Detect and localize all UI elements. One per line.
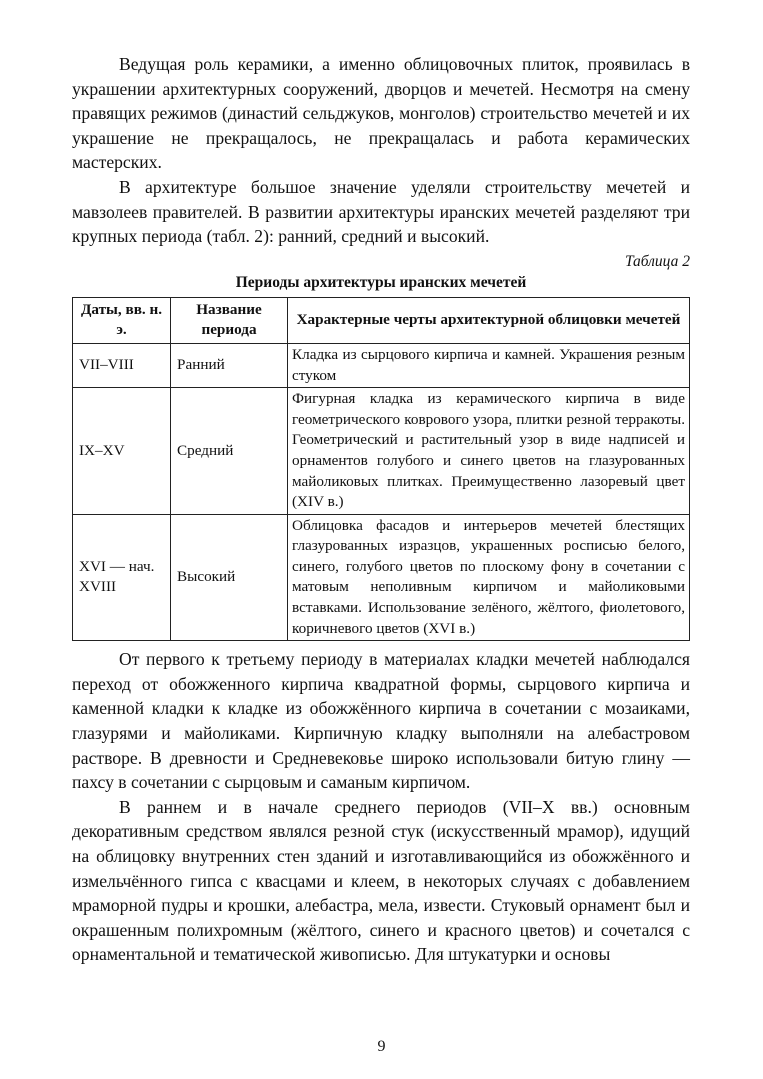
cell-features: Облицовка фасадов и интерьеров мечетей блестящих глазурованных изразцов, украшенных росписью белого, синего, голубого цветов по плоскому фону в сочетании с матовым неполивным кирпичом и майоликовыми вставками. Использование зелёного, жёлтого, фиолетового, коричневого цветов (XVI в.)	[288, 514, 690, 641]
page-content	[72, 52, 690, 967]
table-header-row	[73, 297, 690, 343]
periods-table	[72, 297, 690, 642]
table-title: Периоды архитектуры иранских мечетей	[235, 273, 527, 291]
header-features: Характерные черты архитектурной облицовки мечетей	[288, 297, 690, 343]
paragraph: В архитектуре большое значение уделяли строительству мечетей и мавзолеев правителей. В развитии архитектуры иранских мечетей разделяют три крупных периода (табл. 2): ранний, средний и высокий.	[72, 176, 690, 247]
table-row	[73, 388, 690, 515]
page-number: 9	[377, 1038, 386, 1055]
table-label: Таблица 2	[624, 252, 690, 270]
cell-features: Фигурная кладка из керамического кирпича в виде геометрического коврового узора, плитки резной терракоты. Геометрический и растительный узор в виде надписей и орнаментов голубого и синего цветов на глазурованных майоликовых плитках. Преимущественно лазоревый цвет (XIV в.)	[288, 388, 690, 515]
paragraph: Ведущая роль керамики, а именно облицовочных плиток, проявилась в украшении архитектурных сооружений, дворцов и мечетей. Несмотря на смену правящих режимов (династий сельджуков, монголов) строительство мечетей и их украшение не прекращалось, не прекращалась и работа керамических мастерских.	[72, 54, 690, 173]
cell-features: Кладка из сырцового кирпича и камней. Украшения резным стуком	[288, 343, 690, 387]
paragraph: В раннем и в начале среднего периодов (VII–X вв.) основным декоративным средством являлся резной стук (искусственный мрамор), идущий на облицовку внутренних стен зданий и изготавливающийся из обожжённого и измельчённого гипса с квасцами и клеем, в некоторых случаях с добавлением мраморной пудры и крошки, алебастра, мела, извести. Стуковый орнамент был и окрашенным полихромным (жёлтого, синего и красного цветов) и сочетался с орнаментальной и тематической живописью. Для штукатурки и основы	[72, 796, 690, 965]
table-row	[73, 514, 690, 641]
cell-period-name: Высокий	[171, 514, 288, 641]
cell-period-name: Ранний	[171, 343, 288, 387]
cell-dates: XVI — нач. XVIII	[73, 514, 171, 641]
cell-period-name: Средний	[171, 388, 288, 515]
cell-dates: IX–XV	[73, 388, 171, 515]
paragraph: От первого к третьему периоду в материалах кладки мечетей наблюдался переход от обожженного кирпича квадратной формы, сырцового кирпича и каменной кладки к кладке из обожжённого кирпича в сочетании с мозаиками, глазурями и майоликами. Кирпичную кладку выполняли на алебастровом растворе. В древности и Средневековье широко использовали битую глину — пахсу в сочетании с сырцовым и саманым кирпичом.	[72, 649, 690, 793]
header-period-name: Название периода	[171, 297, 288, 343]
table-row	[73, 343, 690, 387]
cell-dates: VII–VIII	[73, 343, 171, 387]
header-dates: Даты, вв. н. э.	[73, 297, 171, 343]
